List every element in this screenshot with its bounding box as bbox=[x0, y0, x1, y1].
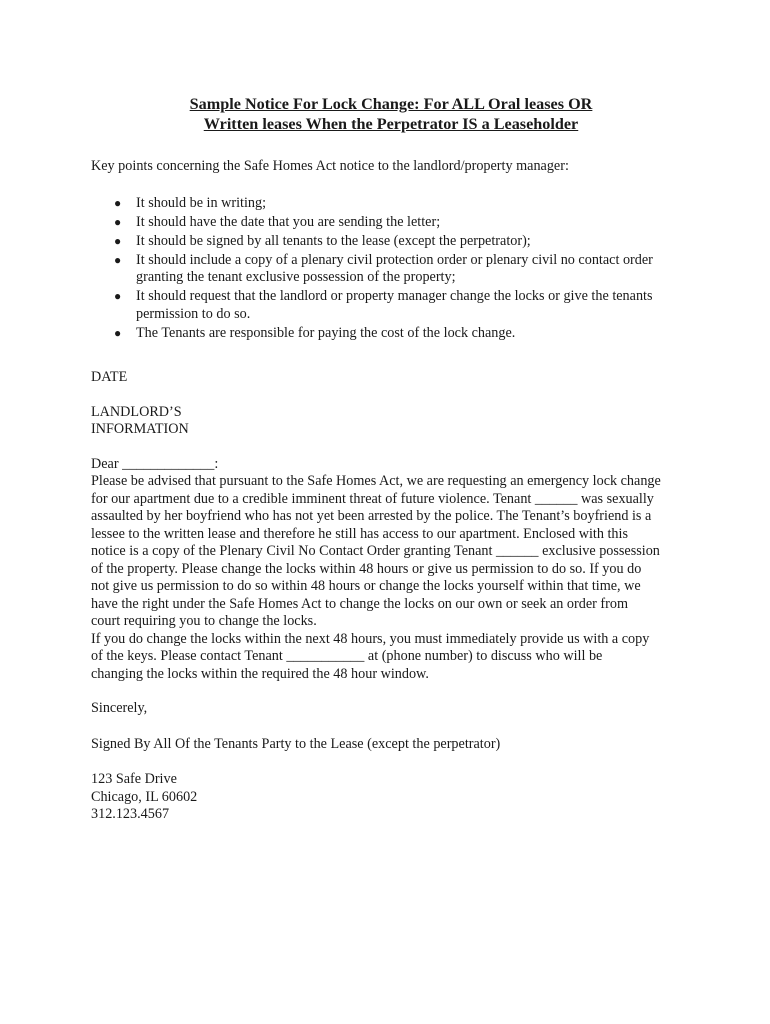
bullet-icon: ● bbox=[114, 233, 122, 248]
letter-paragraph-1 bbox=[91, 473, 691, 631]
key-point bbox=[114, 232, 691, 251]
address-phone: 312.123.4567 bbox=[91, 806, 170, 822]
bullet-icon: ● bbox=[114, 289, 122, 303]
signature-line: Signed By All Of the Tenants Party to the Lease (except the perpetrator) bbox=[91, 735, 501, 752]
paragraph-line: of the property. Please change the locks within 48 hours or give us permission to do so. If you do bbox=[91, 560, 642, 577]
paragraph-line: of the keys. Please contact Tenant ___________ at (phone number) to discuss who will be bbox=[91, 648, 603, 664]
key-point-text: It should request that the landlord or property manager change the locks or give the tenants permission to do so. bbox=[136, 288, 653, 322]
paragraph-line: assaulted by her boyfriend who has not yet been arrested by the police. The Tenant’s boyfriend is a bbox=[91, 508, 652, 524]
title-line-2: Written leases When the Perpetrator IS a Leaseholder bbox=[203, 115, 579, 133]
salutation: Dear _____________: bbox=[91, 455, 219, 472]
address-street: 123 Safe Drive bbox=[91, 771, 177, 787]
bullet-icon: ● bbox=[114, 325, 122, 340]
key-point-text: It should have the date that you are sending the letter; bbox=[136, 213, 441, 230]
date-placeholder: DATE bbox=[91, 369, 128, 385]
key-point bbox=[114, 288, 691, 323]
key-point-text: It should be in writing; bbox=[136, 194, 267, 211]
paragraph-line: court requiring you to change the locks. bbox=[91, 613, 317, 629]
paragraph-line: changing the locks within the required the 48 hour window. bbox=[91, 665, 429, 682]
bullet-icon: ● bbox=[114, 252, 122, 267]
key-point bbox=[114, 251, 691, 287]
landlord-info-placeholder bbox=[91, 404, 691, 439]
key-point-text: It should include a copy of a plenary civil protection order or plenary civil no contact order granting the tenant exclusive possession of the property; bbox=[136, 251, 653, 285]
bullet-icon: ● bbox=[114, 195, 122, 210]
landlord-line-1: LANDLORD’S bbox=[91, 403, 182, 420]
paragraph-line: have the right under the Safe Homes Act to change the locks on our own or seek an order from bbox=[91, 595, 628, 612]
key-points-list bbox=[91, 195, 691, 343]
closing: Sincerely, bbox=[91, 700, 148, 716]
paragraph-line: lessee to the written lease and therefore he still has access to our apartment. Enclosed with this bbox=[91, 525, 628, 542]
bullet-icon: ● bbox=[114, 214, 122, 229]
sender-address bbox=[91, 771, 691, 824]
key-point bbox=[114, 213, 691, 232]
paragraph-line: notice is a copy of the Plenary Civil No Contact Order granting Tenant ______ exclusive possession bbox=[91, 543, 660, 559]
address-city: Chicago, IL 60602 bbox=[91, 788, 198, 805]
paragraph-line: not give us permission to do so within 48 hours or change the locks yourself within that time, we bbox=[91, 578, 641, 594]
paragraph-line: for our apartment due to a credible imminent threat of future violence. Tenant ______ was sexually bbox=[91, 490, 654, 507]
landlord-line-2: INFORMATION bbox=[91, 421, 189, 437]
key-point-text: It should be signed by all tenants to the lease (except the perpetrator); bbox=[136, 232, 531, 249]
key-point bbox=[114, 194, 691, 213]
letter-paragraph-2 bbox=[91, 631, 691, 684]
key-point-text: The Tenants are responsible for paying the cost of the lock change. bbox=[136, 324, 516, 341]
key-point bbox=[114, 324, 691, 343]
title-line-1: Sample Notice For Lock Change: For ALL Oral leases OR bbox=[189, 95, 593, 113]
intro-text: Key points concerning the Safe Homes Act notice to the landlord/property manager: bbox=[91, 158, 569, 174]
document-title bbox=[91, 94, 691, 134]
paragraph-line: Please be advised that pursuant to the Safe Homes Act, we are requesting an emergency lock change bbox=[91, 473, 661, 489]
document-body bbox=[91, 94, 691, 824]
paragraph-line: If you do change the locks within the next 48 hours, you must immediately provide us with a copy bbox=[91, 630, 650, 647]
